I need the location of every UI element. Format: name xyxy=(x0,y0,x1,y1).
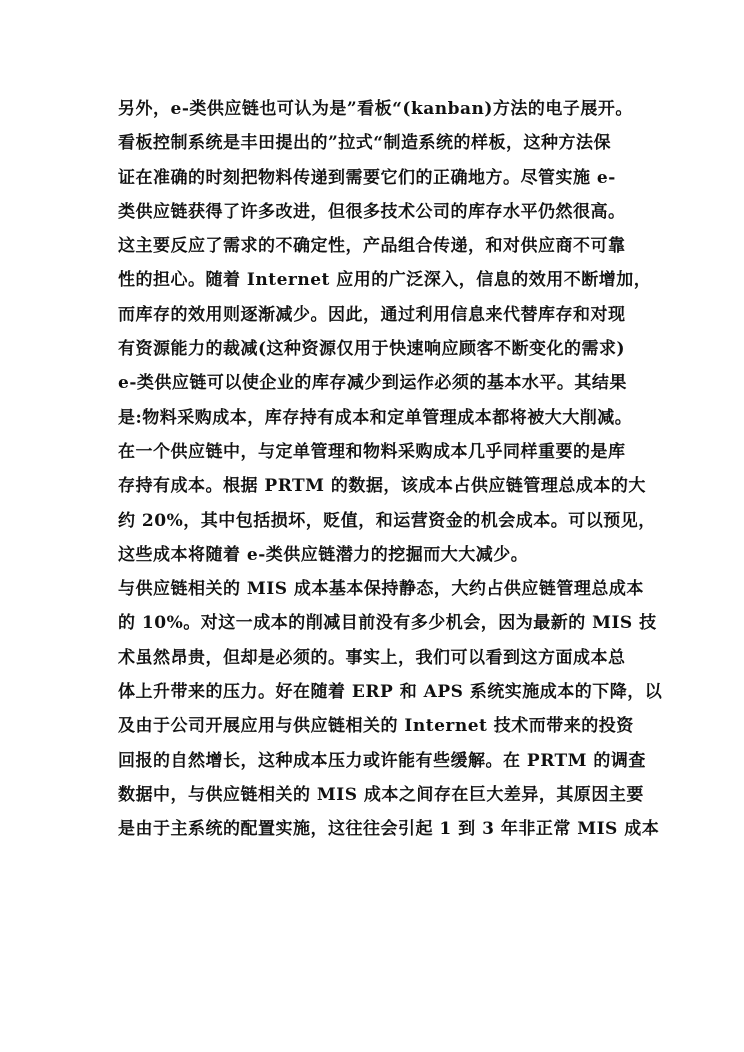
text-line: 这主要反应了需求的不确定性，产品组合传递，和对供应商不可靠 xyxy=(118,236,626,257)
text-line: 与供应链相关的 MIS 成本基本保持静态，大约占供应链管理总成本 xyxy=(118,579,644,600)
text-line: 类供应链获得了许多改进，但很多技术公司的库存水平仍然很高。 xyxy=(118,201,626,222)
text-line: 而库存的效用则逐渐减少。因此，通过利用信息来代替库存和对现 xyxy=(118,304,626,325)
text-line: 在一个供应链中，与定单管理和物料采购成本几乎同样重要的是库 xyxy=(118,441,626,462)
text-line: 约 20%，其中包括损坏，贬值，和运营资金的机会成本。可以预见， xyxy=(118,510,656,531)
text-line: 这些成本将随着 e-类供应链潜力的挖掘而大大减少。 xyxy=(118,544,529,565)
text-line: 体上升带来的压力。好在随着 ERP 和 APS 系统实施成本的下降，以 xyxy=(118,682,663,703)
text-line: 性的担心。随着 Internet 应用的广泛深入，信息的效用不断增加， xyxy=(118,270,652,291)
text-line: 是由于主系统的配置实施，这往往会引起 1 到 3 年非正常 MIS 成本 xyxy=(118,819,660,840)
text-line: 存持有成本。根据 PRTM 的数据，该成本占供应链管理总成本的大 xyxy=(118,476,646,497)
text-line: 的 10%。对这一成本的削减目前没有多少机会，因为最新的 MIS 技 xyxy=(118,613,657,634)
text-line: 及由于公司开展应用与供应链相关的 Internet 技术而带来的投资 xyxy=(118,716,634,737)
text-line: 有资源能力的裁减(这种资源仅用于快速响应顾客不断变化的需求) xyxy=(118,339,626,360)
text-line: e-类供应链可以使企业的库存减少到运作必须的基本水平。其结果 xyxy=(118,373,627,394)
text-line: 另外，e-类供应链也可认为是”看板“(kanban)方法的电子展开。 xyxy=(118,99,633,119)
text-line: 证在准确的时刻把物料传递到需要它们的正确地方。尽管实施 e- xyxy=(118,167,616,188)
body-text xyxy=(118,92,663,847)
text-line: 是:物料采购成本，库存持有成本和定单管理成本都将被大大削减。 xyxy=(118,407,633,428)
text-line: 回报的自然增长，这种成本压力或许能有些缓解。在 PRTM 的调查 xyxy=(118,750,646,771)
text-line: 数据中，与供应链相关的 MIS 成本之间存在巨大差异，其原因主要 xyxy=(118,784,644,805)
text-line: 术虽然昂贵，但却是必须的。事实上，我们可以看到这方面成本总 xyxy=(118,647,626,668)
text-line: 看板控制系统是丰田提出的”拉式“制造系统的样板，这种方法保 xyxy=(118,133,612,154)
